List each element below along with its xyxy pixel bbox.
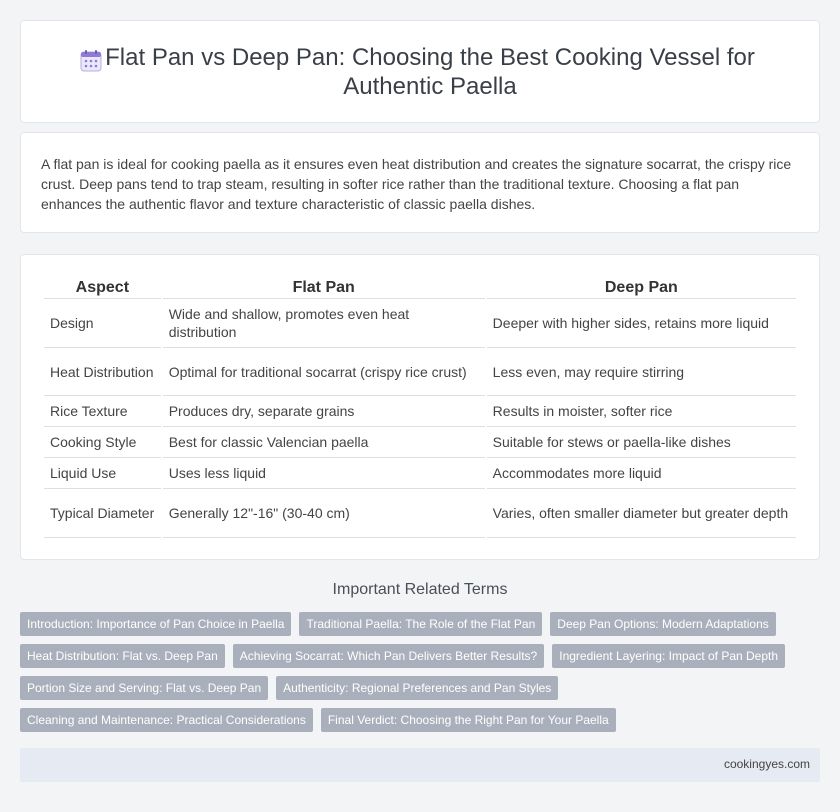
table-cell: Less even, may require stirring <box>487 348 796 396</box>
table-cell: Cooking Style <box>44 427 161 458</box>
site-link[interactable]: cookingyes.com <box>723 757 810 771</box>
table-cell: Design <box>44 299 161 348</box>
table-cell: Optimal for traditional socarrat (crispy rice crust) <box>163 348 485 396</box>
comparison-table-card <box>20 254 820 560</box>
table-cell: Suitable for stews or paella-like dishes <box>487 427 796 458</box>
related-term-tag[interactable]: Deep Pan Options: Modern Adaptations <box>550 612 775 636</box>
table-row <box>44 348 796 396</box>
table-cell: Wide and shallow, promotes even heat distribution <box>163 299 485 348</box>
related-term-tag[interactable]: Heat Distribution: Flat vs. Deep Pan <box>20 644 225 668</box>
page-title: Flat Pan vs Deep Pan: Choosing the Best Cooking Vessel for Authentic Paella <box>105 44 755 100</box>
related-term-tag[interactable]: Cleaning and Maintenance: Practical Considerations <box>20 708 313 732</box>
footer <box>20 748 820 782</box>
table-cell: Typical Diameter <box>44 489 161 538</box>
related-term-tag[interactable]: Ingredient Layering: Impact of Pan Depth <box>552 644 785 668</box>
table-header-row <box>44 273 796 299</box>
related-term-tag[interactable]: Final Verdict: Choosing the Right Pan for Your Paella <box>321 708 616 732</box>
summary-card <box>20 132 820 233</box>
summary-text: A flat pan is ideal for cooking paella as it ensures even heat distribution and creates the signature socarrat, the crispy rice crust. Deep pans tend to trap steam, resulting in softer rice rather than the traditional texture. Choosing a flat pan enhances the authentic flavor and texture characteristic of classic paella dishes. <box>41 156 792 212</box>
header-flat-pan: Flat Pan <box>163 273 485 299</box>
table-cell: Accommodates more liquid <box>487 458 796 489</box>
table-cell: Best for classic Valencian paella <box>163 427 485 458</box>
comparison-table <box>42 273 798 538</box>
table-row <box>44 458 796 489</box>
related-term-tag[interactable]: Introduction: Importance of Pan Choice in Paella <box>20 612 291 636</box>
table-row <box>44 396 796 427</box>
table-cell: Varies, often smaller diameter but greater depth <box>487 489 796 538</box>
table-cell: Produces dry, separate grains <box>163 396 485 427</box>
table-cell: Liquid Use <box>44 458 161 489</box>
table-cell: Deeper with higher sides, retains more liquid <box>487 299 796 348</box>
table-cell: Rice Texture <box>44 396 161 427</box>
table-cell: Results in moister, softer rice <box>487 396 796 427</box>
header-card <box>20 20 820 123</box>
header-aspect: Aspect <box>44 273 161 299</box>
table-cell: Heat Distribution <box>44 348 161 396</box>
related-terms-list <box>20 612 820 740</box>
related-term-tag[interactable]: Achieving Socarrat: Which Pan Delivers Better Results? <box>233 644 544 668</box>
table-row <box>44 489 796 538</box>
header-deep-pan: Deep Pan <box>487 273 796 299</box>
related-term-tag[interactable]: Traditional Paella: The Role of the Flat Pan <box>299 612 542 636</box>
related-term-tag[interactable]: Portion Size and Serving: Flat vs. Deep Pan <box>20 676 268 700</box>
table-row <box>44 299 796 348</box>
table-row <box>44 427 796 458</box>
related-terms-heading: Important Related Terms <box>332 581 508 598</box>
related-term-tag[interactable]: Authenticity: Regional Preferences and Pan Styles <box>276 676 558 700</box>
table-cell: Uses less liquid <box>163 458 485 489</box>
table-cell: Generally 12"-16" (30-40 cm) <box>163 489 485 538</box>
